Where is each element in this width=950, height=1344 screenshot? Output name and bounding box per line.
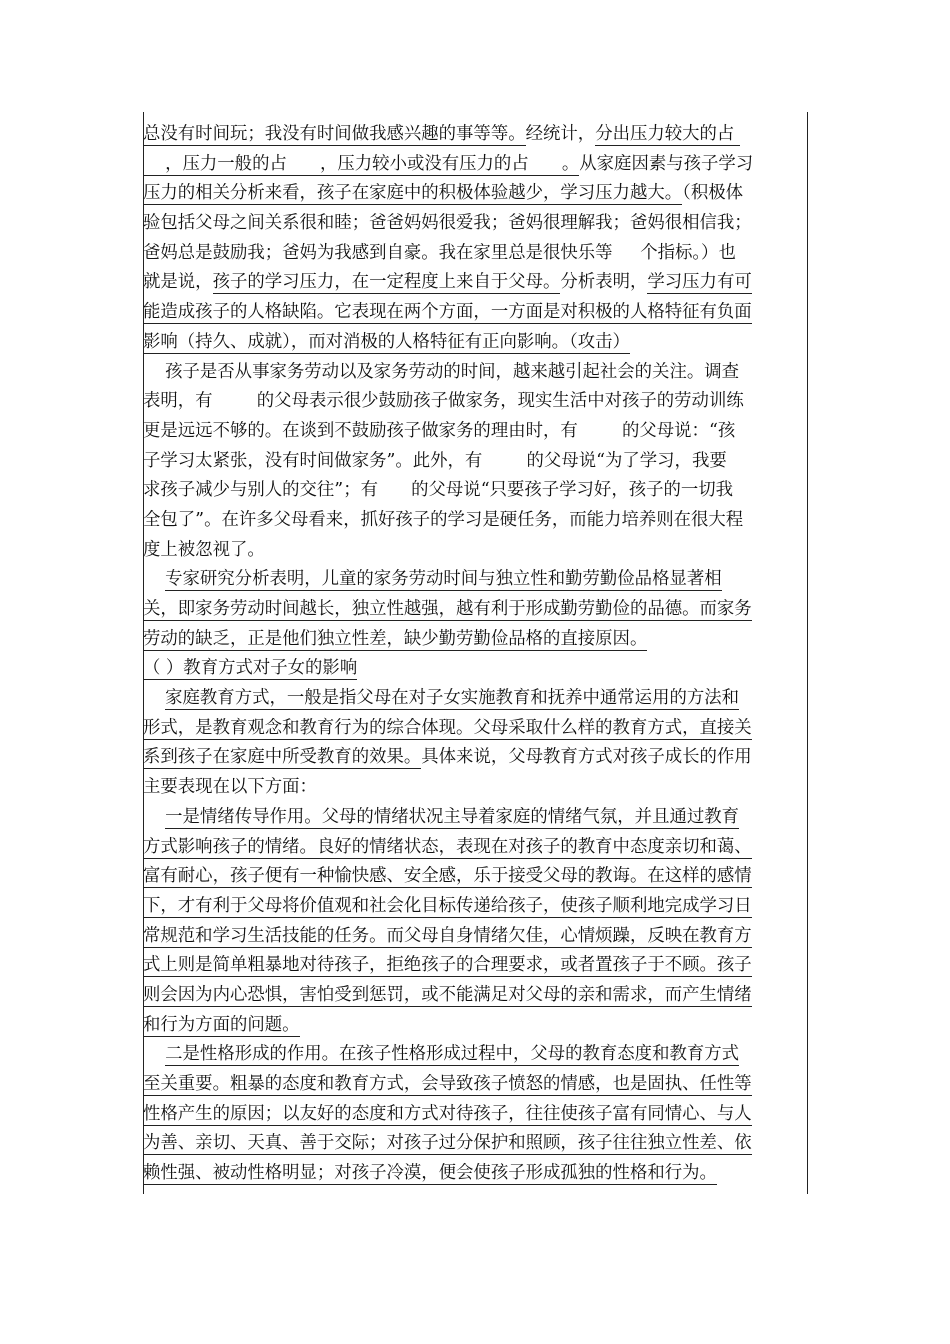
text-line [143, 1070, 807, 1100]
text-line [143, 1040, 807, 1070]
text-line [143, 209, 807, 239]
text-segment: 就是说， [143, 272, 213, 293]
underlined-text-segment: 至关重要。粗暴的态度和教育方式，会导致孩子愤怒的情感，也是固执、任性等 [143, 1074, 752, 1094]
underlined-text-segment: ，压力一般的占 ，压力较小或没有压力的占 。 [143, 153, 580, 174]
underlined-text-segment: 影响（持久、成就），而对消极的人格特征有正向影响。（攻击） [143, 331, 630, 352]
text-line [143, 268, 807, 298]
underlined-text-segment: 和行为方面的问题。 [143, 1014, 300, 1035]
text-line [143, 595, 807, 625]
text-line [143, 417, 807, 447]
text-line [143, 833, 807, 863]
underlined-text-segment: 为善、亲切、天真、善于交际；对孩子过分保护和照顾，孩子往往独立性差、依 [143, 1133, 752, 1154]
text-line [143, 1159, 807, 1189]
underlined-text-segment: 劳动的缺乏，正是他们独立性差，缺少勤劳勤俭品格的直接原因。 [143, 628, 648, 649]
text-line [143, 862, 807, 892]
underlined-text-segment: 赖性强、被动性格明显；对孩子冷漠，便会使孩子形成孤独的性格和行为。 [143, 1163, 717, 1184]
text-line [143, 565, 807, 595]
text-segment: 分析表明， [560, 272, 648, 293]
text-line [143, 981, 807, 1011]
text-segment: 度上被忽视了。 [143, 539, 265, 560]
text-segment: （积极体 [682, 183, 743, 204]
text-segment: 主要表现在以下方面： [143, 777, 317, 798]
text-line [143, 1129, 807, 1159]
text-line [143, 328, 807, 358]
text-line [143, 1011, 807, 1041]
text-segment [143, 1044, 165, 1064]
underlined-text-segment: 性格产生的原因；以友好的态度和方式对待孩子，往往使孩子富有同情心、与人 [143, 1103, 752, 1124]
text-segment [143, 807, 165, 827]
underlined-text-segment: 总没有时间玩；我没有时间做我感兴趣的事等等。 [143, 124, 526, 144]
underlined-text-segment: 下，才有利于父母将价值观和社会化目标传递给孩子，使孩子顺利地完成学习日 [143, 895, 752, 916]
text-segment: 子学习太紧张，没有时间做家务”。此外，有 的父母说“为了学习，我要 [143, 450, 727, 471]
text-segment: 更是远远不够的。在谈到不鼓励孩子做家务的理由时，有 的父母说：“孩 [143, 420, 736, 441]
underlined-text-segment: 关，即家务劳动时间越长，独立性越强，越有利于形成勤劳勤俭的品德。而家务 [143, 599, 752, 619]
underlined-text-segment: 式上则是简单粗暴地对待孩子，拒绝孩子的合理要求，或者置孩子于不顾。孩子 [143, 955, 752, 976]
text-line [143, 150, 807, 180]
text-line [143, 536, 807, 566]
underlined-text-segment: 形式，是教育观念和教育行为的综合体现。父母采取什么样的教育方式，直接关 [143, 717, 752, 738]
text-line [143, 922, 807, 952]
text-segment: 求孩子减少与别人的交往”；有 的父母说“只要孩子学习好，孩子的一切我 [143, 480, 734, 501]
text-line [143, 179, 807, 209]
right-border-rule [807, 112, 808, 1194]
underlined-text-segment: 压力的相关分析来看，孩子在家庭中的积极体验越少，学习压力越大。 [143, 183, 683, 204]
text-segment: 经统计， [525, 124, 596, 144]
underlined-text-segment: 富有耐心，孩子便有一种愉快感、安全感，乐于接受父母的教诲。在这样的感情 [143, 866, 752, 887]
underlined-text-segment: 专家研究分析表明，儿童的家务劳动时间与独立性和勤劳勤俭品格显著相 [165, 569, 722, 590]
underlined-text-segment: 家庭教育方式，一般是指父母在对子女实施教育和抚养中通常运用的方法和 [165, 688, 740, 709]
underlined-text-segment: （ ）教育方式对子女的影响 [143, 658, 358, 679]
underlined-text-segment: 系到孩子在家庭中所受教育的效果。 [143, 747, 422, 768]
text-line [143, 120, 807, 150]
document-frame [143, 112, 808, 1194]
underlined-text-segment: 常规范和学习生活技能的任务。而父母自身情绪欠佳，心情烦躁，反映在教育方 [143, 925, 752, 946]
text-line [143, 476, 807, 506]
text-segment: 具体来说，父母教育方式对孩子成长的作用 [421, 747, 752, 768]
text-line [143, 892, 807, 922]
text-segment: 从家庭因素与孩子学习 [579, 153, 754, 174]
underlined-text-segment: 二是性格形成的作用。在孩子性格形成过程中，父母的教育态度和教育方式 [165, 1044, 740, 1065]
underlined-text-segment: 能造成孩子的人格缺陷。它表现在两个方面，一方面是对积极的人格特征有负面 [143, 302, 752, 323]
text-segment: 爸妈总是鼓励我；爸妈为我感到自豪。我在家里总是很快乐等 个指标。）也 [143, 242, 736, 263]
text-line [143, 684, 807, 714]
text-line [143, 447, 807, 477]
underlined-text-segment: 方式影响孩子的情绪。良好的情绪状态，表现在对孩子的教育中态度亲切和蔼、 [143, 836, 752, 857]
text-line [143, 743, 807, 773]
document-body-text [143, 120, 807, 1189]
text-line [143, 506, 807, 536]
underlined-text-segment: 一是情绪传导作用。父母的情绪状况主导着家庭的情绪气氛，并且通过教育 [165, 806, 740, 827]
text-segment [143, 688, 165, 708]
underlined-text-segment: 则会因为内心恐惧，害怕受到惩罚，或不能满足对父母的亲和需求，而产生情绪 [143, 984, 752, 1005]
text-line [143, 625, 807, 655]
text-segment [143, 569, 165, 589]
text-line [143, 358, 807, 388]
text-line [143, 654, 807, 684]
text-segment: 表明，有 的父母表示很少鼓励孩子做家务，现实生活中对孩子的劳动训练 [143, 391, 744, 412]
text-segment: 孩子是否从事家务劳动以及家务劳动的时间，越来越引起社会的关注。调查 [143, 361, 740, 382]
text-segment: 全包了”。在许多父母看来，抓好孩子的学习是硬任务，而能力培养则在很大程 [143, 509, 744, 530]
underlined-text-segment: 学习压力有可 [647, 272, 752, 293]
text-line [143, 239, 807, 269]
text-line [143, 298, 807, 328]
text-line [143, 951, 807, 981]
text-segment: 验包括父母之间关系很和睦；爸爸妈妈很爱我；爸妈很理解我；爸妈很相信我； [143, 213, 752, 234]
underlined-text-segment: 孩子的学习压力，在一定程度上来自于父母。 [212, 272, 561, 293]
text-line [143, 773, 807, 803]
text-line [143, 714, 807, 744]
text-line [143, 803, 807, 833]
text-line [143, 1100, 807, 1130]
text-line [143, 387, 807, 417]
underlined-text-segment: 分出压力较大的占 [595, 124, 740, 144]
